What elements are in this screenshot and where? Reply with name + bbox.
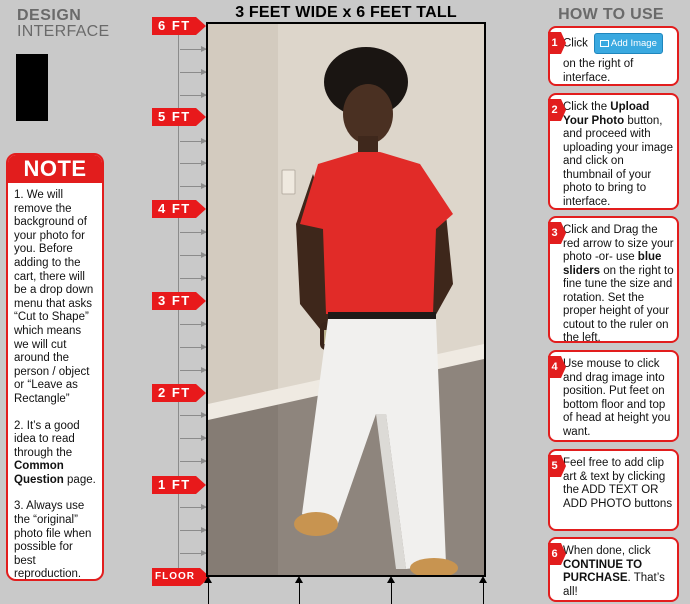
ruler-tick <box>180 163 206 164</box>
note-title: NOTE <box>8 155 102 183</box>
step-number: 2 <box>548 99 561 121</box>
ruler-tick <box>180 324 206 325</box>
ruler-tick <box>180 553 206 554</box>
upload-photo-label: Upload Your Photo <box>563 101 650 127</box>
image-icon <box>600 40 609 47</box>
step-3 <box>548 216 679 343</box>
ruler-tick <box>180 232 206 233</box>
step-number: 4 <box>548 356 561 378</box>
step-number: 1 <box>548 32 561 54</box>
ruler-label-4ft: 4 FT <box>152 200 196 218</box>
color-swatch[interactable] <box>16 54 48 121</box>
step-1-text: Click <box>563 37 588 50</box>
brand-line2: INTERFACE <box>17 23 110 40</box>
brand-line1: DESIGN <box>17 7 82 24</box>
width-marker-arrow <box>208 582 209 604</box>
ruler-tick <box>180 72 206 73</box>
width-marker-arrow <box>299 582 300 604</box>
step-4 <box>548 350 679 442</box>
step-1-tail: on the right of interface. <box>563 58 634 84</box>
width-marker-arrow <box>483 582 484 604</box>
ruler-tick <box>180 278 206 279</box>
note-item-1: 1. We will remove the background of your photo for you. Before adding to the cart, there will be a drop down menu that asks “Cut to Shape” which means we will cut around the person / object or “Leave as Rectangle” <box>14 189 94 405</box>
note-body <box>8 183 102 581</box>
width-marker-arrow <box>391 582 392 604</box>
common-question-link[interactable]: Common Question <box>14 460 64 486</box>
design-canvas[interactable] <box>206 22 486 577</box>
step-6-text: When done, click <box>563 545 651 557</box>
ruler-tick <box>180 370 206 371</box>
step-6-tail: . That’s all! <box>563 572 665 598</box>
how-to-use-title: HOW TO USE <box>558 6 664 23</box>
brand-logo <box>17 8 110 40</box>
step-2-text: Click the <box>563 101 611 113</box>
step-number: 5 <box>548 455 561 477</box>
ruler-tick <box>180 438 206 439</box>
add-image-label: Add Image <box>610 38 657 49</box>
step-number: 3 <box>548 222 561 244</box>
step-5 <box>548 449 679 531</box>
ruler-label-1ft: 1 FT <box>152 476 196 494</box>
ruler-label-5ft: 5 FT <box>152 108 196 126</box>
step-5-text: Feel free to add clip art & text by clicking the ADD TEXT OR ADD PHOTO buttons <box>563 457 673 510</box>
ruler-label-2ft: 2 FT <box>152 384 196 402</box>
note-item-2 <box>14 420 96 488</box>
ruler-tick <box>180 255 206 256</box>
step-3-text: Click and Drag the red arrow to size your photo -or- use <box>563 224 674 263</box>
step-2 <box>548 93 679 210</box>
ruler-tick <box>180 507 206 508</box>
ruler-tick <box>180 461 206 462</box>
ruler-tick <box>180 415 206 416</box>
step-2-tail: button, and proceed with uploading your image and click on thumbnail of your photo to bring to interface. <box>563 114 673 208</box>
ruler-tick <box>180 49 206 50</box>
ruler-tick <box>180 95 206 96</box>
step-1 <box>548 26 679 86</box>
ruler-label-6ft: 6 FT <box>152 17 196 35</box>
ruler-tick <box>180 530 206 531</box>
ruler-tick <box>180 347 206 348</box>
ruler-label-floor: FLOOR <box>152 568 200 586</box>
note-item-3: 3. Always use the “original” photo file when possible for best reproduction. <box>14 500 92 581</box>
step-6 <box>548 537 679 602</box>
add-image-button[interactable] <box>594 33 663 54</box>
blue-sliders-label: blue sliders <box>563 251 662 277</box>
step-number: 6 <box>548 543 561 565</box>
note-item-2-tail: page. <box>63 473 96 486</box>
uploaded-photo[interactable] <box>208 24 484 575</box>
ruler-tick <box>180 141 206 142</box>
note-panel <box>6 153 104 581</box>
step-4-text: Use mouse to click and drag image into position. Put feet on bottom floor and top of head at height you want. <box>563 358 671 438</box>
step-3-tail: on the right to fine tune the size and rotation. Set the proper height of your cutout to the ruler on the left. <box>563 264 674 344</box>
canvas-size-title: 3 FEET WIDE x 6 FEET TALL <box>235 4 457 21</box>
ruler-tick <box>180 186 206 187</box>
continue-to-purchase-label: CONTINUE TO PURCHASE <box>563 558 643 584</box>
note-item-2-text: 2. It’s a good idea to read through the <box>14 419 80 459</box>
ruler-label-3ft: 3 FT <box>152 292 196 310</box>
